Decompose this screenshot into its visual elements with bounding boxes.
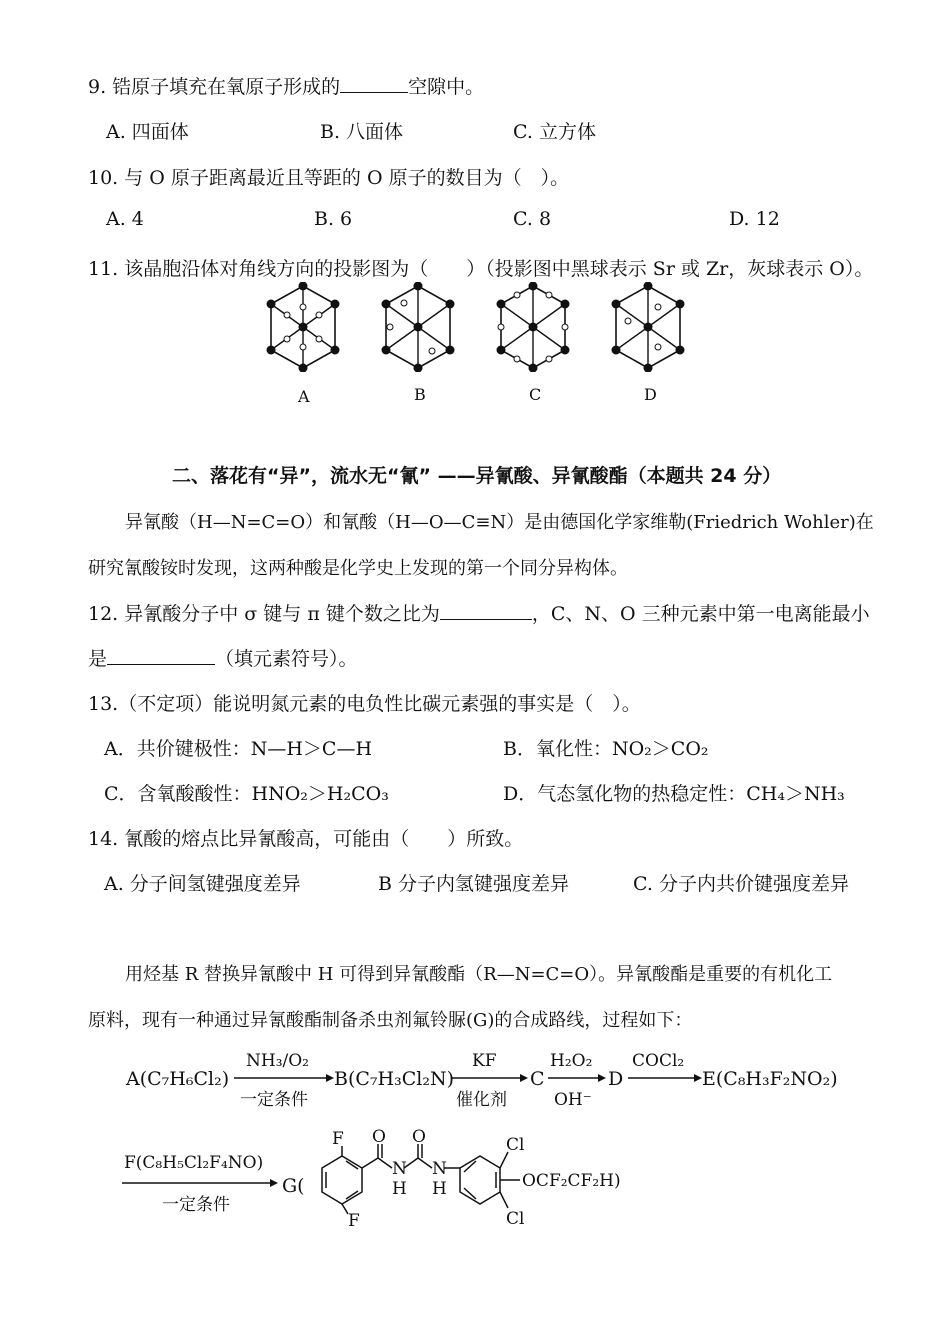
g-atom-h-2: H xyxy=(432,1179,447,1199)
q11-label-a: A xyxy=(298,387,310,406)
q14-option-a: A. 分子间氢键强度差异 xyxy=(104,873,301,895)
g-atom-cl-top: Cl xyxy=(506,1135,525,1155)
q13-option-b: B．氧化性：NO₂＞CO₂ xyxy=(503,738,709,760)
q14-option-c: C. 分子内共价键强度差异 xyxy=(633,873,849,895)
arrow1-condition-bottom: 一定条件 xyxy=(240,1090,308,1110)
q12-line2-text: 是 xyxy=(88,648,108,670)
arrow5-condition-top: F(C₈H₅Cl₂F₄NO) xyxy=(124,1153,264,1173)
q12-blank-element xyxy=(107,645,215,665)
figure-c xyxy=(497,282,570,372)
figure-a xyxy=(267,282,340,372)
q13-option-c: C．含氧酸酸性：HNO₂＞H₂CO₃ xyxy=(104,783,389,805)
arrow4-condition-top: COCl₂ xyxy=(632,1051,685,1071)
q12-blank-ratio xyxy=(440,600,532,620)
g-atom-o-2: O xyxy=(412,1127,426,1147)
g-atom-h-1: H xyxy=(392,1179,407,1199)
q12-line2-end: （填元素符号）。 xyxy=(215,648,358,670)
q9-stem-text: 9. 锆原子填充在氧原子形成的 xyxy=(88,76,341,98)
q14-stem: 14. 氰酸的熔点比异氰酸高，可能由（ ）所致。 xyxy=(88,828,524,850)
q10-option-a: A. 4 xyxy=(106,208,144,230)
arrow2-condition-bottom: 催化剂 xyxy=(456,1090,507,1110)
q9-blank xyxy=(340,73,408,93)
q10-option-d: D. 12 xyxy=(729,208,780,230)
compound-a: A(C₇H₆Cl₂) xyxy=(126,1068,230,1090)
q10-option-b: B. 6 xyxy=(314,208,353,230)
g-substituent: OCF₂CF₂H) xyxy=(522,1171,621,1191)
q11-label-d: D xyxy=(644,385,657,404)
para2-line1: 用烃基 R 替换异氰酸中 H 可得到异氰酸酯（R—N=C=O）。异氰酸酯是重要的有机化工 xyxy=(125,964,833,985)
section-title: 二、落花有“异”，流水无“氰” ——异氰酸、异氰酸酯（本题共 24 分） xyxy=(172,465,782,487)
compound-g-structure xyxy=(322,1144,520,1214)
g-atom-f-top: F xyxy=(332,1129,344,1149)
q13-option-d: D．气态氢化物的热稳定性：CH₄＞NH₃ xyxy=(503,783,845,805)
q9-option-b: B. 八面体 xyxy=(320,121,404,143)
q12-line1 xyxy=(88,599,870,626)
synthesis-route xyxy=(110,1040,850,1250)
q12-line1-end: ，C、N、O 三种元素中第一电离能最小 xyxy=(531,603,870,625)
g-atom-n-1: N xyxy=(392,1159,407,1179)
para2-line2: 原料，现有一种通过异氰酸酯制备杀虫剂氟铃脲(G)的合成路线，过程如下： xyxy=(88,1010,693,1031)
q12-line1-text: 12. 异氰酸分子中 σ 键与 π 键个数之比为 xyxy=(88,603,440,625)
arrow3-condition-top: H₂O₂ xyxy=(550,1051,593,1071)
arrow1-condition-top: NH₃/O₂ xyxy=(246,1051,309,1071)
section-intro-line1: 异氰酸（H—N=C=O）和氰酸（H—O—C≡N）是由德国化学家维勒(Friedrich Wohler)在 xyxy=(125,512,874,533)
figure-b xyxy=(382,282,455,372)
q11-stem: 11. 该晶胞沿体对角线方向的投影图为（ ）（投影图中黑球表示 Sr 或 Zr，灰球表示 O）。 xyxy=(88,258,874,280)
q9-stem xyxy=(88,72,484,99)
compound-b: B(C₇H₃Cl₂N) xyxy=(334,1068,454,1090)
compound-c: C xyxy=(530,1068,545,1090)
q11-label-c: C xyxy=(529,385,542,404)
q13-option-a: A．共价键极性：N—H＞C—H xyxy=(104,738,373,760)
compound-g-prefix: G( xyxy=(282,1175,305,1197)
g-atom-o-1: O xyxy=(372,1127,386,1147)
q11-label-b: B xyxy=(414,385,426,404)
g-atom-cl-bottom: Cl xyxy=(506,1209,525,1229)
q12-line2 xyxy=(88,644,358,671)
g-atom-f-bottom: F xyxy=(348,1211,360,1231)
q13-stem: 13.（不定项）能说明氮元素的电负性比碳元素强的事实是（ ）。 xyxy=(88,693,641,715)
q11-projection-figures xyxy=(258,282,698,372)
compound-e: E(C₈H₃F₂NO₂) xyxy=(702,1068,838,1090)
q14-option-b: B 分子内氢键强度差异 xyxy=(378,873,570,895)
q9-option-a: A. 四面体 xyxy=(106,121,189,143)
g-atom-n-2: N xyxy=(432,1159,447,1179)
compound-d: D xyxy=(608,1068,624,1090)
arrow2-condition-top: KF xyxy=(472,1051,497,1071)
q10-option-c: C. 8 xyxy=(513,208,552,230)
q10-stem: 10. 与 O 原子距离最近且等距的 O 原子的数目为（ ）。 xyxy=(88,167,570,189)
arrow5-condition-bottom: 一定条件 xyxy=(162,1195,230,1215)
q9-option-c: C. 立方体 xyxy=(513,121,596,143)
figure-d xyxy=(612,282,685,372)
arrow3-condition-bottom: OH⁻ xyxy=(554,1090,592,1110)
section-intro-line2: 研究氰酸铵时发现，这两种酸是化学史上发现的第一个同分异构体。 xyxy=(88,558,628,579)
q9-stem-end: 空隙中。 xyxy=(408,76,485,98)
